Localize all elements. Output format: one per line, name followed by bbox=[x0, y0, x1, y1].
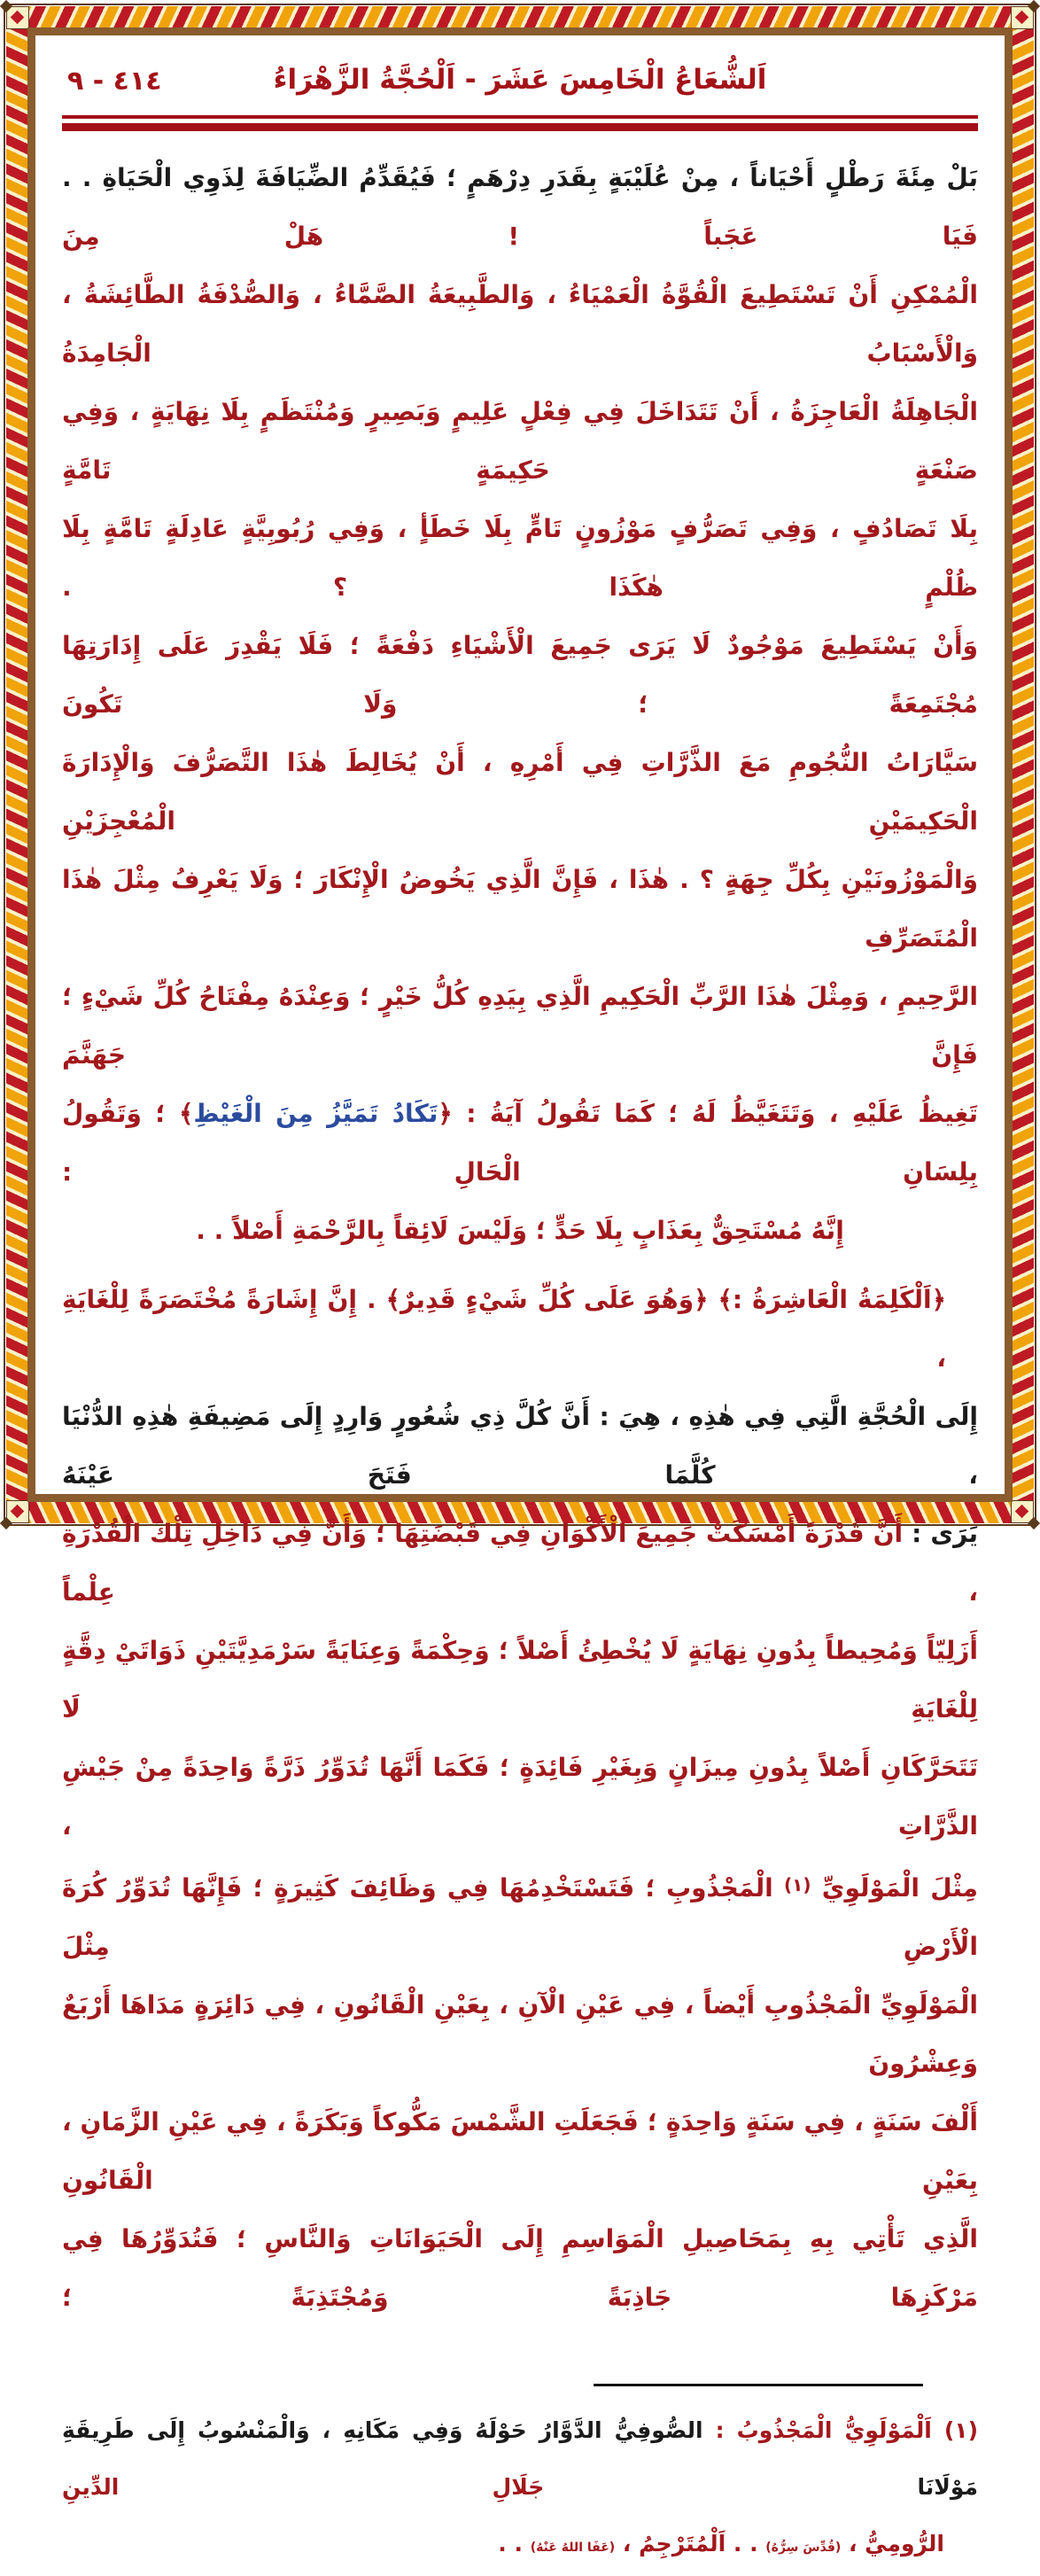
body-text bbox=[62, 149, 978, 2327]
text-run: فَيَا عَجَباً ! هَلْ مِنَ bbox=[62, 222, 978, 251]
body-line-paragraph-start bbox=[62, 1271, 978, 1388]
text-run: تَغِيظُ عَلَيْهِ ، وَتَتَغَيَّظُ لَهُ ؛ كَمَا تَقُولُ آيَةُ : ﴿ bbox=[438, 1099, 979, 1128]
text-run: ﴿اَلْكَلِمَةُ الْعَاشِرَةُ :﴾ ﴿وَهُوَ عَلَى كُلِّ شَيْءٍ قَدِيرٌ﴾ . إِنَّ إِشَارَةً مُخْتَصَرَةً لِلْغَايَةِ ، bbox=[62, 1285, 946, 1373]
text-run: إِنَّهُ مُسْتَحِقٌّ بِعَذَابٍ بِلَا حَدٍّ ؛ وَلَيْسَ لَائِقاً بِالرَّحْمَةِ أَصْلاً . . bbox=[196, 1216, 844, 1245]
header-rule-thick bbox=[62, 123, 978, 131]
text-run: أَزَلِيّاً وَمُحِيطاً بِدُونِ نِهَايَةٍ لَا يُخْطِئُ أَصْلاً ؛ وَحِكْمَةً وَعِنَايَةً سَرْمَدِيَّتَيْنِ ذَوَاتَيْ دِقَّةٍ لِلْغَايَةِ لَا bbox=[62, 1636, 978, 1724]
frame-pattern-right bbox=[1013, 6, 1034, 1523]
text-run: الَّذِي تَأْتِي بِهِ بِمَحَاصِيلِ الْمَوَاسِمِ إِلَى الْحَيَوَانَاتِ وَالنَّاسِ ؛ فَتُدَوِّرُهَا فِي مَرْكَزِهَا جَاذِبَةً وَمُجْتَذِبَةً ؛ bbox=[62, 2224, 978, 2312]
body-line bbox=[62, 1505, 978, 1622]
body-line bbox=[62, 266, 978, 383]
text-run: الرَّحِيمِ ، وَمِثْلَ هٰذَا الرَّبِّ الْحَكِيمِ الَّذِي بِيَدِهِ كُلُّ خَيْرٍ ؛ وَعِنْدَهُ مِفْتَاحُ كُلِّ شَيْءٍ ؛ فَإِنَّ جَهَنَّمَ bbox=[62, 982, 978, 1070]
body-line-centered bbox=[62, 1202, 978, 1260]
text-run: مِثْلَ الْمَوْلَوِيِّ bbox=[811, 1873, 978, 1903]
body-line bbox=[62, 734, 978, 851]
honorific-seal: (قُدِّسَ سِرُّهُ) bbox=[765, 2541, 842, 2555]
body-line bbox=[62, 1739, 978, 1856]
page-content bbox=[35, 35, 1005, 2557]
text-run: ﴾ ؛ وَتَقُولُ بِلِسَانِ الْحَالِ : bbox=[62, 1099, 978, 1187]
body-line bbox=[62, 1976, 978, 2093]
text-run: وَالْمَوْزُونَيْنِ بِكُلِّ جِهَةٍ ؟ . هٰذَا ، فَإِنَّ الَّذِي يَخُوضُ الْإِنْكَارَ ؛ وَلَا يَعْرِفُ مِثْلَ هٰذَا الْمُتَصَرِّفِ bbox=[62, 865, 978, 953]
body-line bbox=[62, 1856, 978, 1976]
text-run: جَلَالِ الدِّينِ bbox=[62, 2474, 545, 2500]
text-run: أَنَّ قُدْرَةً أَمْسَكَتْ جَمِيعَ الْأَكْوَانِ فِي قَبْضَتِهَا ؛ وَأَنَّ فِي دَاخِلِ تِلْكَ الْقُدْرَةِ ، عِلْماً bbox=[62, 1519, 978, 1607]
text-run: تَتَحَرَّكَانِ أَصْلاً بِدُونِ مِيزَانٍ وَبِغَيْرِ فَائِدَةٍ ؛ فَكَمَا أَنَّهَا تُدَوِّرُ ذَرَّةً وَاحِدَةً مِنْ جَيْشِ الذَّرَّاتِ ، bbox=[62, 1753, 978, 1841]
footnote-line bbox=[62, 2516, 978, 2576]
frame-corner-icon bbox=[6, 6, 29, 29]
body-line bbox=[62, 1085, 978, 1202]
text-run: أَلْفَ سَنَةٍ ، فِي سَنَةٍ وَاحِدَةٍ ؛ فَجَعَلَتِ الشَّمْسَ مَكُّوكاً وَبَكَرَةً ، فِي عَيْنِ الزَّمَانِ ، بِعَيْنِ الْقَانُونِ bbox=[62, 2107, 978, 2195]
body-line bbox=[62, 1622, 978, 1739]
frame-pattern-top bbox=[6, 6, 1034, 27]
body-line bbox=[62, 2210, 978, 2327]
page-header bbox=[62, 57, 978, 106]
text-run: الْجَاهِلَةُ الْعَاجِزَةُ ، أَنْ تَتَدَاخَلَ فِي فِعْلٍ عَلِيمٍ وَبَصِيرٍ وَمُنْتَظَمٍ بِلَا نِهَايَةٍ ، وَفِي صَنْعَةٍ حَكِيمَةٍ تَامَّةٍ bbox=[62, 397, 978, 485]
text-run: بِلَا تَصَادُفٍ ، وَفِي تَصَرُّفٍ مَوْزُونٍ تَامٍّ بِلَا خَطَأٍ ، وَفِي رُبُوبِيَّةٍ عَادِلَةٍ تَامَّةٍ بِلَا ظُلْمٍ هٰكَذَا ؟ . bbox=[62, 514, 978, 602]
body-line bbox=[62, 2093, 978, 2210]
body-line bbox=[62, 851, 978, 968]
body-line bbox=[62, 1388, 978, 1505]
text-run: إِلَى الْحُجَّةِ الَّتِي فِي هٰذِهِ ، هِيَ : أَنَّ كُلَّ ذِي شُعُورٍ وَارِدٍ إِلَى مَضِيفَةِ هٰذِهِ الدُّنْيَا ، كُلَّمَا فَتَحَ عَيْنَهُ bbox=[62, 1402, 978, 1490]
text-run: بَلْ مِئَةَ رَطْلٍ أَحْيَاناً ، مِنْ عُلَيْبَةٍ بِقَدَرِ دِرْهَمٍ ؛ فَيُقَدِّمُ الضِّيَافَةَ لِذَوِي الْحَيَاةِ . . bbox=[62, 163, 978, 192]
honorific-seal: (عَفَا اللهُ عَنْهُ) bbox=[530, 2541, 616, 2555]
text-run: الْمَوْلَوِيِّ الْمَجْذُوبِ أَيْضاً ، فِي عَيْنِ الْآنِ ، بِعَيْنِ الْقَانُونِ ، فِي دَائِرَةٍ مَدَاهَا أَرْبَعٌ وَعِشْرُونَ bbox=[62, 1990, 978, 2078]
footnote-separator bbox=[594, 2384, 923, 2386]
body-line bbox=[62, 968, 978, 1085]
text-run: وَأَنْ يَسْتَطِيعَ مَوْجُودٌ لَا يَرَى جَمِيعَ الْأَشْيَاءِ دَفْعَةً ؛ فَلَا يَقْدِرَ عَلَى إِدَارَتِهَا مُجْتَمِعَةً ؛ وَلَا تَكُونَ bbox=[62, 631, 978, 719]
footnote-reference: (١) bbox=[784, 1874, 811, 1895]
footnote bbox=[62, 2402, 978, 2576]
body-line bbox=[62, 617, 978, 734]
body-line bbox=[62, 383, 978, 500]
page-number: ٤١٤ - ٩ bbox=[67, 66, 162, 97]
text-run: الرُّومِيُّ ، bbox=[841, 2531, 944, 2557]
quran-verse: تَكَادُ تَمَيَّزُ مِنَ الْغَيْظِ bbox=[193, 1099, 439, 1128]
body-line bbox=[62, 500, 978, 617]
page-title: اَلشُّعَاعُ الْخَامِسَ عَشَرَ - اَلْحُجَّةُ الزَّهْرَاءُ bbox=[273, 64, 767, 96]
text-run: يَرَى : bbox=[903, 1519, 978, 1548]
header-rule-thin bbox=[62, 115, 978, 119]
text-run: الْمُمْكِنِ أَنْ تَسْتَطِيعَ الْقُوَّةُ الْعَمْيَاءُ ، وَالطَّبِيعَةُ الصَّمَّاءُ ، وَالصُّدْفَةُ الطَّائِشَةُ ، وَالْأَسْبَابُ الْجَامِدَةُ bbox=[62, 280, 978, 368]
text-run: سَيَّارَاتُ النُّجُومِ مَعَ الذَّرَّاتِ فِي أَمْرِهِ ، أَنْ يُخَالِطَ هٰذَا التَّصَرُّفَ وَالْإِدَارَةَ الْحَكِيمَيْنِ الْمُعْجِزَيْنِ bbox=[62, 748, 978, 836]
text-run: . . bbox=[498, 2531, 531, 2557]
text-run: الصُّوفِيُّ الدَّوَّارُ حَوْلَهُ وَفِي مَكَانِهِ ، وَالْمَنْسُوبُ إِلَى طَرِيقَةِ مَوْلَانَا bbox=[62, 2417, 978, 2500]
text-run: . . اَلْمُتَرْجِمُ ، bbox=[615, 2531, 766, 2557]
footnote-line bbox=[62, 2402, 978, 2516]
frame-pattern-left bbox=[6, 6, 27, 1523]
footnote-marker: (١) اَلْمَوْلَوِيُّ الْمَجْذُوبُ : bbox=[702, 2417, 978, 2443]
body-line bbox=[62, 149, 978, 266]
text-run: الْمَجْذُوبِ ؛ فَتَسْتَخْدِمُهَا فِي وَظَائِفَ كَثِيرَةٍ ؛ فَإِنَّهَا تُدَوِّرُ كُرَةَ الْأَرْضِ مِثْلَ bbox=[62, 1873, 978, 1961]
